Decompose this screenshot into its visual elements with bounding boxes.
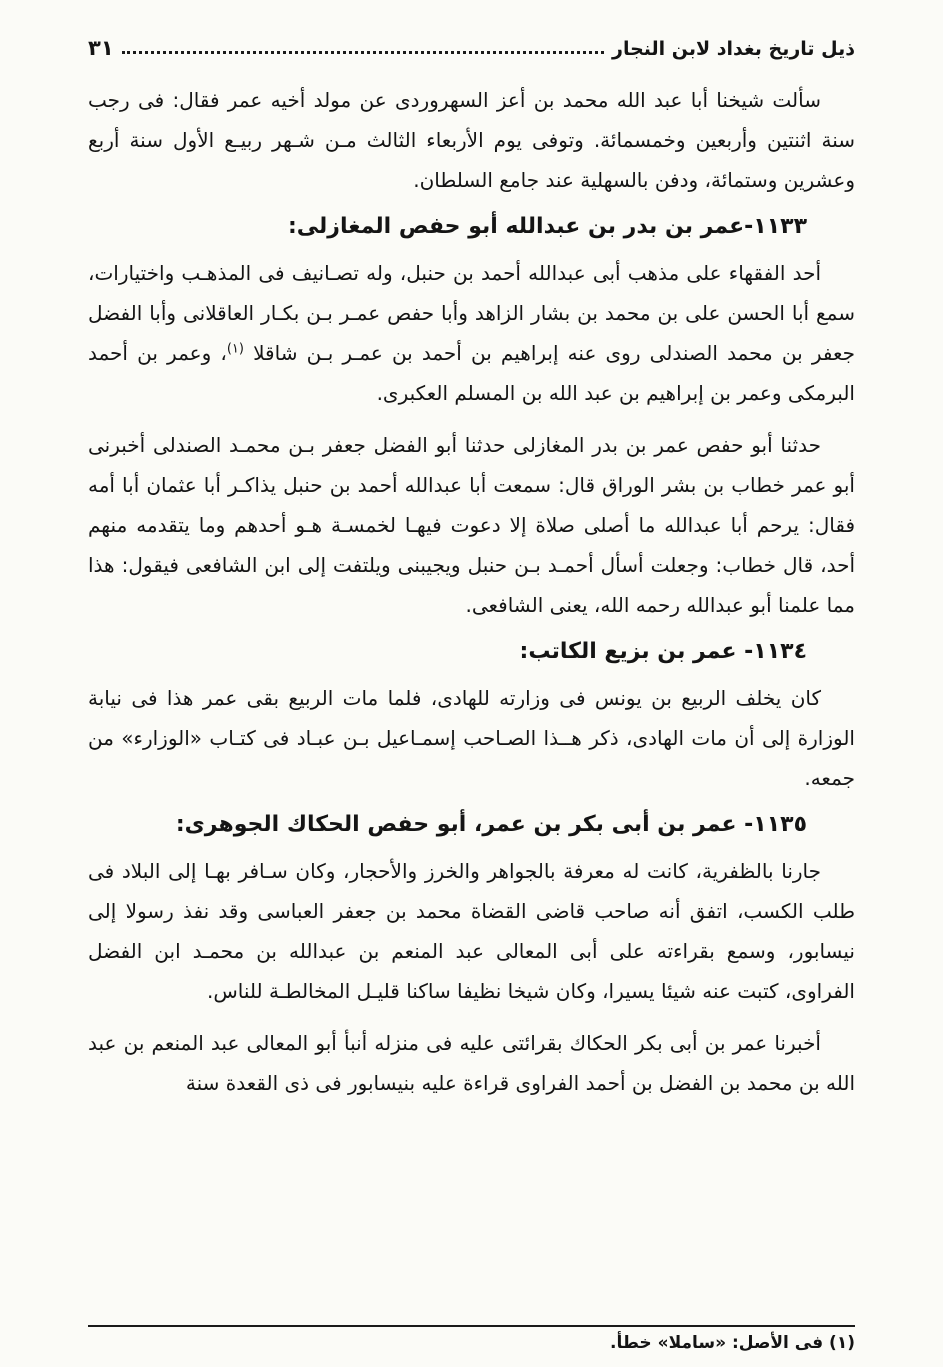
- text-run: أخبرنا عمر بن أبى بكر الحكاك بقرائتى عليه فى منزله أنبأ أبو المعالى عبد المنعم بن عبد الله بن محمد بن الفضل بن أحمد الفراوى قراءة عليه بنيسابور فى ذى القعدة سنة: [88, 1031, 855, 1095]
- text-run: حدثنا أبو حفص عمر بن بدر المغازلى حدثنا أبو الفضل جعفر بـن محمـد الصندلى أخبرنى أبو عمر خطاب بن بشر الوراق قال: سمعت أبا عبدالله أحمد بن حنبل يذاكـر أبا عثمان أبا أمه فقال: يرحم أبا عبدالله ما أصلى صلاة إلا دعوت فيهـا لخمسـة هـو أحدهم وما يتقدمه منهم أحد، قال خطاب: وجعلت أسأل أحمـد بـن حنبل ويجيبنى ويلتفت إلى ابن الشافعى فيقول: هذا مما علمنا أبو عبدالله رحمه الله، يعنى الشافعى.: [88, 433, 855, 617]
- paragraph: [88, 678, 855, 798]
- footnote-marker: (١): [226, 341, 244, 357]
- text-run: أحد الفقهاء على مذهب أبى عبدالله أحمد بن حنبل، وله تصـانيف فى المذهـب واختيارات، سمع أبا الحسن على بن محمد بن بشار الزاهد وأبا حفص عمـر بـن بكـار العاقلانى وأبا الفضل جعفر بن محمد الصندلى روى عنه إبراهيم بن أحمد بن عمـر بـن شاقلا: [88, 261, 855, 365]
- paragraph: [88, 1023, 855, 1103]
- text-run: ١١٣٣-عمر بن بدر بن عبدالله أبو حفص المغازلى:: [287, 214, 807, 239]
- footnote-area: [88, 1325, 855, 1353]
- page-content: [88, 80, 855, 1103]
- footnote: (١) فى الأصل: «ساملا» خطأ.: [610, 1333, 855, 1353]
- text-run: كان يخلف الربيع بن يونس فى وزارته للهادى، فلما مات الربيع بقى عمر هذا فى نيابة الوزارة إلى أن مات الهادى، ذكر هــذا الصـاحب إسمـاعيل بـن عبـاد فى كتـاب «الوزارء» من جمعه.: [88, 686, 855, 790]
- entry-heading: [88, 214, 855, 239]
- book-title: ذيل تاريخ بغداد لابن النجار: [612, 38, 855, 60]
- text-run: ١١٣٥- عمر بن أبى بكر بن عمر، أبو حفص الحكاك الجوهرى:: [175, 812, 807, 837]
- text-run: سألت شيخنا أبا عبد الله محمد بن أعز السهروردى عن مولد أخيه عمر فقال: فى رجب سنة اثنتين وأربعين وخمسمائة. وتوفى يوم الأربعاء الثالث مـن شـهر ربيـع الأول سنة أربع وعشرين وستمائة، ودفن بالسهلية عند جامع السلطان.: [88, 88, 855, 192]
- page-number: ٣١: [88, 36, 114, 60]
- paragraph: [88, 425, 855, 625]
- dotted-leader: [122, 51, 604, 54]
- running-header: [88, 36, 855, 60]
- paragraph: [88, 80, 855, 200]
- paragraph: [88, 253, 855, 413]
- footnote-rule: [88, 1325, 855, 1327]
- text-run: ١١٣٤- عمر بن بزيع الكاتب:: [519, 639, 807, 664]
- paragraph: [88, 851, 855, 1011]
- text-run: جارنا بالظفرية، كانت له معرفة بالجواهر والخرز والأحجار، وكان سـافر بهـا إلى البلاد فى طلب الكسب، اتفق أنه صاحب قاضى القضاة محمد بن جعفر العباسى وقد نفذ رسولا إلى نيسابور، وسمع بقراءته على أبى المعالى عبد المنعم بن عبدالله بن محمـد ابن الفضل الفراوى، كتبت عنه شيئا يسيرا، وكان شيخا نظيفا ساكنا قليـل المخالطـة للناس.: [88, 859, 855, 1003]
- text-run: ، وعمر بن أحمد البرمكى وعمر بن إبراهيم بن عبد الله بن المسلم العكبرى.: [88, 341, 855, 405]
- entry-heading: [88, 639, 855, 664]
- entry-heading: [88, 812, 855, 837]
